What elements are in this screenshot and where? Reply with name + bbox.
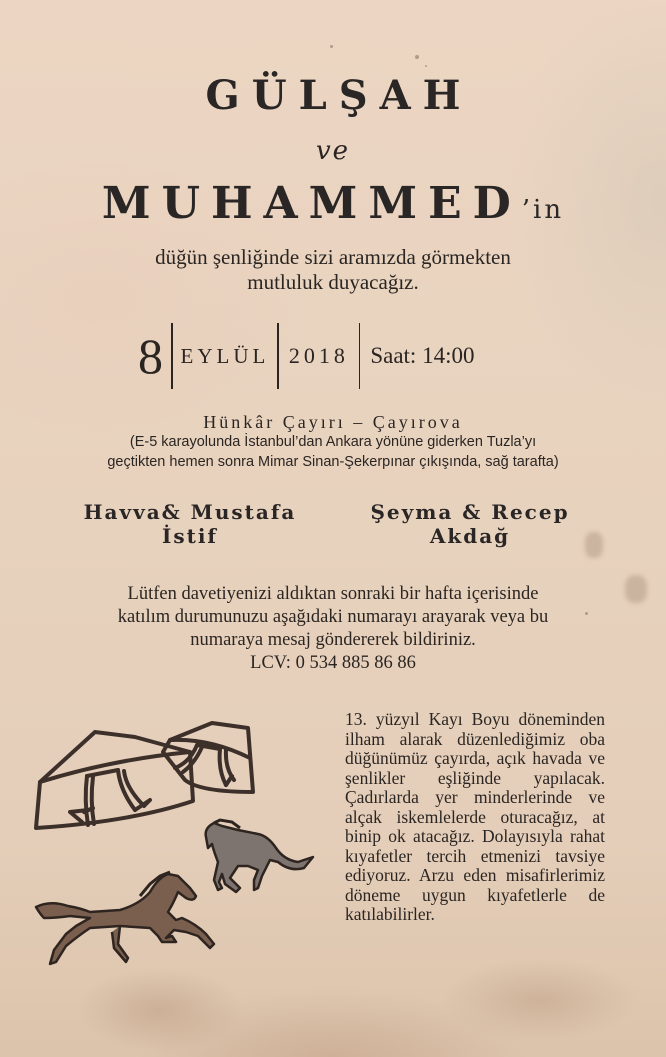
story-paragraph: 13. yüzyıl Kayı Boyu döneminden ilham alarak düzenlediğimiz oba düğünümüz çayırda, açık havada ve şenlikler eşliğinde yapılacak. Çadırlarda yer minderlerinde ve alçak iskemlelerde oturacağız, at binip ok atacağız. Dolayısıyla rahat kıyafetler tercih etmenizi tavsiye ediyoruz. Arzu eden misafirlerimiz döneme uygun kıyafetlerle de katılabilirler. [345,709,605,924]
family-surname: İstif [161,524,219,548]
intro-line-1: düğün şenliğinde sizi aramızda görmekten [155,245,511,269]
intro-line-2: mutluluk duyacağız. [247,270,419,294]
date-year: 2018 [288,343,349,368]
rsvp-line-3: numaraya mesaj göndererek bildiriniz. [190,630,476,650]
date-time: Saat: 14:00 [370,343,475,368]
paper-speck [330,45,333,48]
yurt-tent-icon [163,723,253,792]
paper-speck [425,65,427,67]
rsvp-phone: LCV: 0 534 885 86 86 [250,653,416,673]
rsvp-line-2: katılım durumunuzu aşağıdaki numarayı arayarak veya bu [117,607,549,627]
family-names: Havva& Mustafa [83,500,297,524]
paper-speck [415,55,419,59]
family-groom [360,500,580,548]
conjunction: ve [315,136,351,166]
groom-name-line [0,178,666,229]
illustration [0,700,340,990]
intro-text [0,245,666,295]
venue-directions [0,432,666,472]
venue-name: Hünkâr Çayırı – Çayırova [203,412,463,432]
date-row [138,320,474,392]
date-month: EYLÜL [180,343,270,368]
possessive-suffix: ’in [521,195,565,225]
family-surname: Akdağ [429,524,511,548]
paper-stain [585,532,603,558]
rsvp-text [0,583,666,675]
family-bride [80,500,300,548]
family-names: Şeyma & Recep [370,500,570,524]
horse-icon [36,872,214,964]
yurt-tent-icon [36,732,193,828]
directions-line-1: (E-5 karayolunda İstanbul’dan Ankara yönüne giderken Tuzla’yı [129,434,537,450]
date-day: 8 [138,328,163,384]
rsvp-line-1: Lütfen davetiyenizi aldıktan sonraki bir hafta içerisinde [127,584,539,604]
groom-name: MUHAMMED [101,178,522,229]
horse-icon [206,820,313,892]
directions-line-2: geçtikten hemen sonra Mimar Sinan-Şekerpınar çıkışında, sağ tarafta) [107,454,559,470]
bride-name: GÜLŞAH [205,72,473,119]
